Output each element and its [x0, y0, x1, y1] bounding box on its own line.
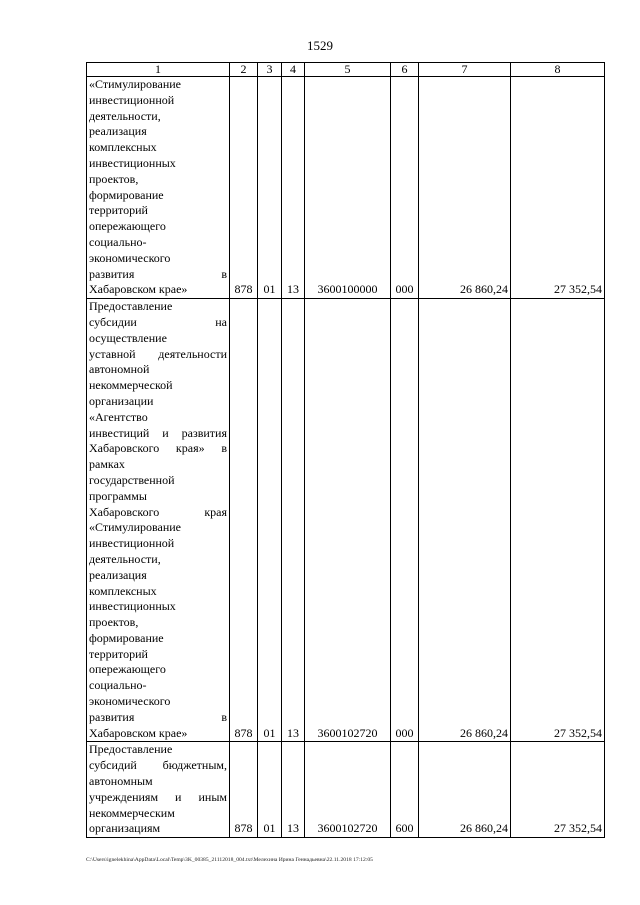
item-name-line: «Агентство	[89, 409, 148, 424]
amount-col7-cell: 26 860,24	[419, 299, 511, 742]
item-name-line: экономического	[89, 250, 171, 265]
header-cell: 3	[258, 63, 282, 77]
header-row	[87, 63, 605, 77]
item-name-line: автономной	[89, 362, 150, 377]
section-code-cell: 01	[258, 742, 282, 838]
item-name-cell	[87, 742, 230, 838]
item-name-line: опережающего	[89, 219, 166, 234]
item-name-line: организации	[89, 393, 154, 408]
item-name-cell	[87, 299, 230, 742]
item-name-line: деятельности,	[89, 551, 161, 566]
item-name-line: Хабаровского края» в	[89, 441, 227, 456]
target-article-cell: 3600102720	[305, 742, 391, 838]
header-cell: 5	[305, 63, 391, 77]
item-name-line: уставной деятельности	[89, 346, 227, 361]
item-name-line: Хабаровском крае»	[89, 282, 188, 297]
header-cell: 6	[391, 63, 419, 77]
item-name-line: Хабаровском крае»	[89, 725, 188, 740]
item-name-line: проектов,	[89, 171, 139, 186]
subsection-code-cell: 13	[282, 77, 305, 299]
target-article-cell: 3600100000	[305, 77, 391, 299]
file-path-footer: C:\Users\ignelekhina\AppData\Local\Temp\3K_00385_21112018_004.txt\Мелехина Ирина Геннадьевна\22.11.2018 17:12:05	[86, 857, 373, 863]
item-name-line: некоммерческим	[89, 805, 175, 820]
item-name-line: комплексных	[89, 140, 157, 155]
amount-col8-cell: 27 352,54	[511, 77, 605, 299]
header-cell: 7	[419, 63, 511, 77]
item-name-line: учреждениям и иным	[89, 789, 227, 804]
header-cell: 2	[230, 63, 258, 77]
item-name-line: деятельности,	[89, 108, 161, 123]
item-name-line: инвестиционной	[89, 92, 175, 107]
item-name-line: государственной	[89, 472, 175, 487]
expense-type-cell: 600	[391, 742, 419, 838]
header-cell: 8	[511, 63, 605, 77]
table-row	[87, 299, 605, 742]
budget-table	[86, 62, 605, 838]
page-number: 1529	[307, 38, 333, 53]
item-name-line: формирование	[89, 187, 164, 202]
target-article-cell: 3600102720	[305, 299, 391, 742]
item-name-line: рамках	[89, 457, 125, 472]
section-code-cell: 01	[258, 77, 282, 299]
item-name-line: реализация	[89, 124, 147, 139]
item-name-line: автономным	[89, 774, 153, 789]
item-name-line: реализация	[89, 567, 147, 582]
item-name-line: территорий	[89, 646, 148, 661]
section-code-cell: 01	[258, 299, 282, 742]
item-name-line: субсидий бюджетным,	[89, 758, 227, 773]
item-name-line: социально-	[89, 678, 147, 693]
amount-col7-cell: 26 860,24	[419, 77, 511, 299]
item-name-line: проектов,	[89, 615, 139, 630]
item-name-line: Предоставление	[89, 742, 173, 757]
item-name-line: инвестиционных	[89, 599, 176, 614]
item-name-line: «Стимулирование	[89, 77, 181, 91]
grbs-code-cell: 878	[230, 299, 258, 742]
table-row	[87, 742, 605, 838]
table-row	[87, 77, 605, 299]
item-name-line: «Стимулирование	[89, 520, 181, 535]
grbs-code-cell: 878	[230, 77, 258, 299]
item-name-line: организациям	[89, 821, 161, 836]
amount-col8-cell: 27 352,54	[511, 299, 605, 742]
subsection-code-cell: 13	[282, 742, 305, 838]
item-name-line: опережающего	[89, 662, 166, 677]
expense-type-cell: 000	[391, 299, 419, 742]
item-name-line: программы	[89, 488, 147, 503]
item-name-line: развития в	[89, 709, 227, 724]
item-name-cell	[87, 77, 230, 299]
item-name-line: инвестиционных	[89, 155, 176, 170]
item-name-line: инвестиционной	[89, 536, 175, 551]
item-name-line: комплексных	[89, 583, 157, 598]
item-name-line: социально-	[89, 234, 147, 249]
amount-col8-cell: 27 352,54	[511, 742, 605, 838]
item-name-line: территорий	[89, 203, 148, 218]
item-name-line: Предоставление	[89, 299, 173, 314]
item-name-line: формирование	[89, 630, 164, 645]
item-name-line: некоммерческой	[89, 378, 173, 393]
item-name-line: экономического	[89, 694, 171, 709]
subsection-code-cell: 13	[282, 299, 305, 742]
expense-type-cell: 000	[391, 77, 419, 299]
item-name-line: осуществление	[89, 330, 167, 345]
amount-col7-cell: 26 860,24	[419, 742, 511, 838]
item-name-line: субсидии на	[89, 314, 227, 329]
header-cell: 4	[282, 63, 305, 77]
grbs-code-cell: 878	[230, 742, 258, 838]
item-name-line: инвестиций и развития	[89, 425, 227, 440]
item-name-line: Хабаровского края	[89, 504, 227, 519]
header-cell: 1	[87, 63, 230, 77]
item-name-line: развития в	[89, 266, 227, 281]
